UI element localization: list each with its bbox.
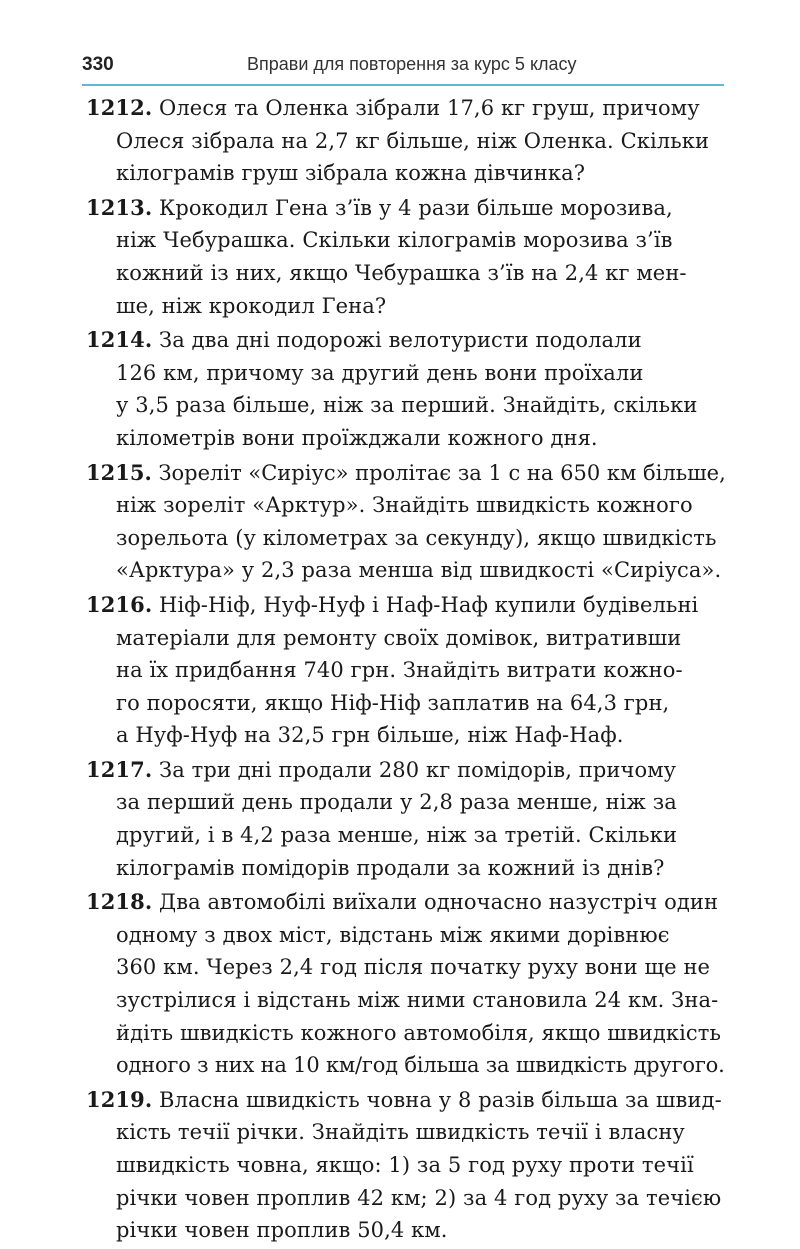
page-number: 330	[82, 54, 114, 75]
exercise-line	[86, 719, 726, 752]
exercise-text: Власна швидкість човна у 8 разів більша за швид-	[152, 1087, 722, 1112]
exercise-1216	[86, 589, 726, 752]
exercise-line	[86, 754, 726, 787]
exercise-line	[86, 224, 726, 257]
exercise-text: Олеся зібрала на 2,7 кг більше, ніж Оленка. Скільки	[116, 128, 710, 153]
exercise-text: За два дні подорожі велотуристи подолали	[152, 328, 642, 353]
exercise-line	[86, 522, 726, 555]
exercise-text: Два автомобілі виїхали одночасно назустріч один	[152, 890, 719, 915]
exercise-line	[86, 1214, 726, 1247]
exercise-text: Ніф-Ніф, Нуф-Нуф і Наф-Наф купили будівельні	[152, 592, 699, 617]
exercise-1214	[86, 324, 726, 454]
exercise-line	[86, 489, 726, 522]
exercise-text: йдіть швидкість кожного автомобіля, якщо швидкість	[116, 1020, 722, 1045]
exercise-line	[86, 157, 726, 190]
exercise-text: кілограмів помідорів продали за кожний із днів?	[116, 855, 665, 880]
exercise-text: одного з них на 10 км/год більша за швидкість другого.	[116, 1053, 725, 1078]
exercise-text: зорельота (у кілометрах за секунду), якщо швидкість	[116, 525, 717, 550]
exercise-text: ше, ніж крокодил Гена?	[116, 293, 387, 318]
exercise-1212	[86, 92, 726, 190]
exercise-text: Крокодил Гена з’їв у 4 рази більше морозива,	[152, 195, 673, 220]
exercise-number: 1215.	[86, 459, 152, 485]
exercise-line	[86, 290, 726, 323]
exercise-text: на їх придбання 740 грн. Знайдіть витрати кожно-	[116, 658, 683, 683]
exercise-number: 1217.	[86, 756, 153, 782]
exercise-text: За три дні продали 280 кг помідорів, причому	[152, 757, 677, 782]
exercise-text: Олеся та Оленка зібрали 17,6 кг груш, причому	[152, 96, 700, 120]
exercise-line	[86, 1116, 726, 1149]
exercise-line	[86, 886, 726, 919]
exercise-line	[86, 554, 726, 587]
exercise-text: кілометрів вони проїжджали кожного дня.	[116, 425, 598, 450]
exercise-line	[86, 192, 726, 225]
exercise-text: за перший день продали у 2,8 раза менше, ніж за	[116, 790, 677, 815]
exercise-line	[86, 984, 726, 1017]
exercise-line	[86, 919, 726, 952]
exercise-text: одному з двох міст, відстань між якими дорівнює	[116, 922, 670, 947]
exercise-line	[86, 457, 726, 490]
exercise-text: річки човен проплив 42 км; 2) за 4 год руху за течією	[116, 1185, 722, 1210]
exercise-text: 360 км. Через 2,4 год після початку руху вони ще не	[116, 955, 711, 980]
exercise-list	[86, 92, 726, 1249]
page-header	[82, 52, 724, 86]
exercise-line	[86, 654, 726, 687]
exercise-line	[86, 786, 726, 819]
exercise-1218	[86, 886, 726, 1082]
exercise-line	[86, 1049, 726, 1082]
exercise-text: го поросяти, якщо Ніф-Ніф заплатив на 64,3 грн,	[116, 690, 670, 715]
exercise-line	[86, 92, 726, 125]
exercise-1215	[86, 457, 726, 587]
running-title: Вправи для повторення за курс 5 класу	[247, 54, 577, 74]
exercise-text: ніж зореліт «Арктур». Знайдіть швидкість кожного	[116, 493, 693, 518]
exercise-1217	[86, 754, 726, 884]
exercise-line	[86, 257, 726, 290]
exercise-text: кість течії річки. Знайдіть швидкість течії і власну	[116, 1120, 685, 1145]
exercise-line	[86, 819, 726, 852]
exercise-line	[86, 1084, 726, 1117]
exercise-line	[86, 1017, 726, 1050]
exercise-line	[86, 389, 726, 422]
exercise-line	[86, 357, 726, 390]
exercise-text: зустрілися і відстань між ними становила 24 км. Зна-	[116, 988, 719, 1013]
exercise-text: річки човен проплив 50,4 км.	[116, 1218, 448, 1243]
exercise-line	[86, 589, 726, 622]
exercise-text: «Арктура» у 2,3 раза менша від швидкості «Сиріуса».	[116, 558, 722, 583]
exercise-line	[86, 125, 726, 158]
exercise-line	[86, 422, 726, 455]
exercise-text: 126 км, причому за другий день вони проїхали	[116, 360, 644, 385]
exercise-number: 1213.	[86, 194, 153, 220]
exercise-1219	[86, 1084, 726, 1247]
exercise-text: другий, і в 4,2 раза менше, ніж за третій. Скільки	[116, 823, 678, 848]
exercise-number: 1216.	[86, 591, 153, 617]
exercise-text: кілограмів груш зібрала кожна дівчинка?	[116, 161, 586, 186]
exercise-line	[86, 951, 726, 984]
exercise-text: Зореліт «Сиріус» пролітає за 1 с на 650 км більше,	[151, 460, 726, 485]
exercise-text: матеріали для ремонту своїх домівок, витративши	[116, 625, 682, 650]
exercise-number: 1212.	[86, 95, 153, 120]
exercise-number: 1219.	[86, 1086, 153, 1112]
exercise-line	[86, 622, 726, 655]
exercise-text: швидкість човна, якщо: 1) за 5 год руху проти течії	[116, 1153, 694, 1177]
exercise-line	[86, 1149, 726, 1182]
exercise-line	[86, 687, 726, 720]
exercise-1213	[86, 192, 726, 322]
exercise-text: ніж Чебурашка. Скільки кілограмів морозива з’їв	[116, 228, 673, 253]
exercise-line	[86, 324, 726, 357]
exercise-text: кожний із них, якщо Чебурашка з’їв на 2,4 кг мен-	[116, 260, 687, 285]
exercise-text: а Нуф-Нуф на 32,5 грн більше, ніж Наф-Наф.	[116, 723, 624, 748]
exercise-number: 1218.	[86, 889, 153, 915]
exercise-number: 1214.	[86, 327, 153, 353]
exercise-text: у 3,5 раза більше, ніж за перший. Знайдіть, скільки	[116, 393, 698, 418]
exercise-line	[86, 852, 726, 885]
